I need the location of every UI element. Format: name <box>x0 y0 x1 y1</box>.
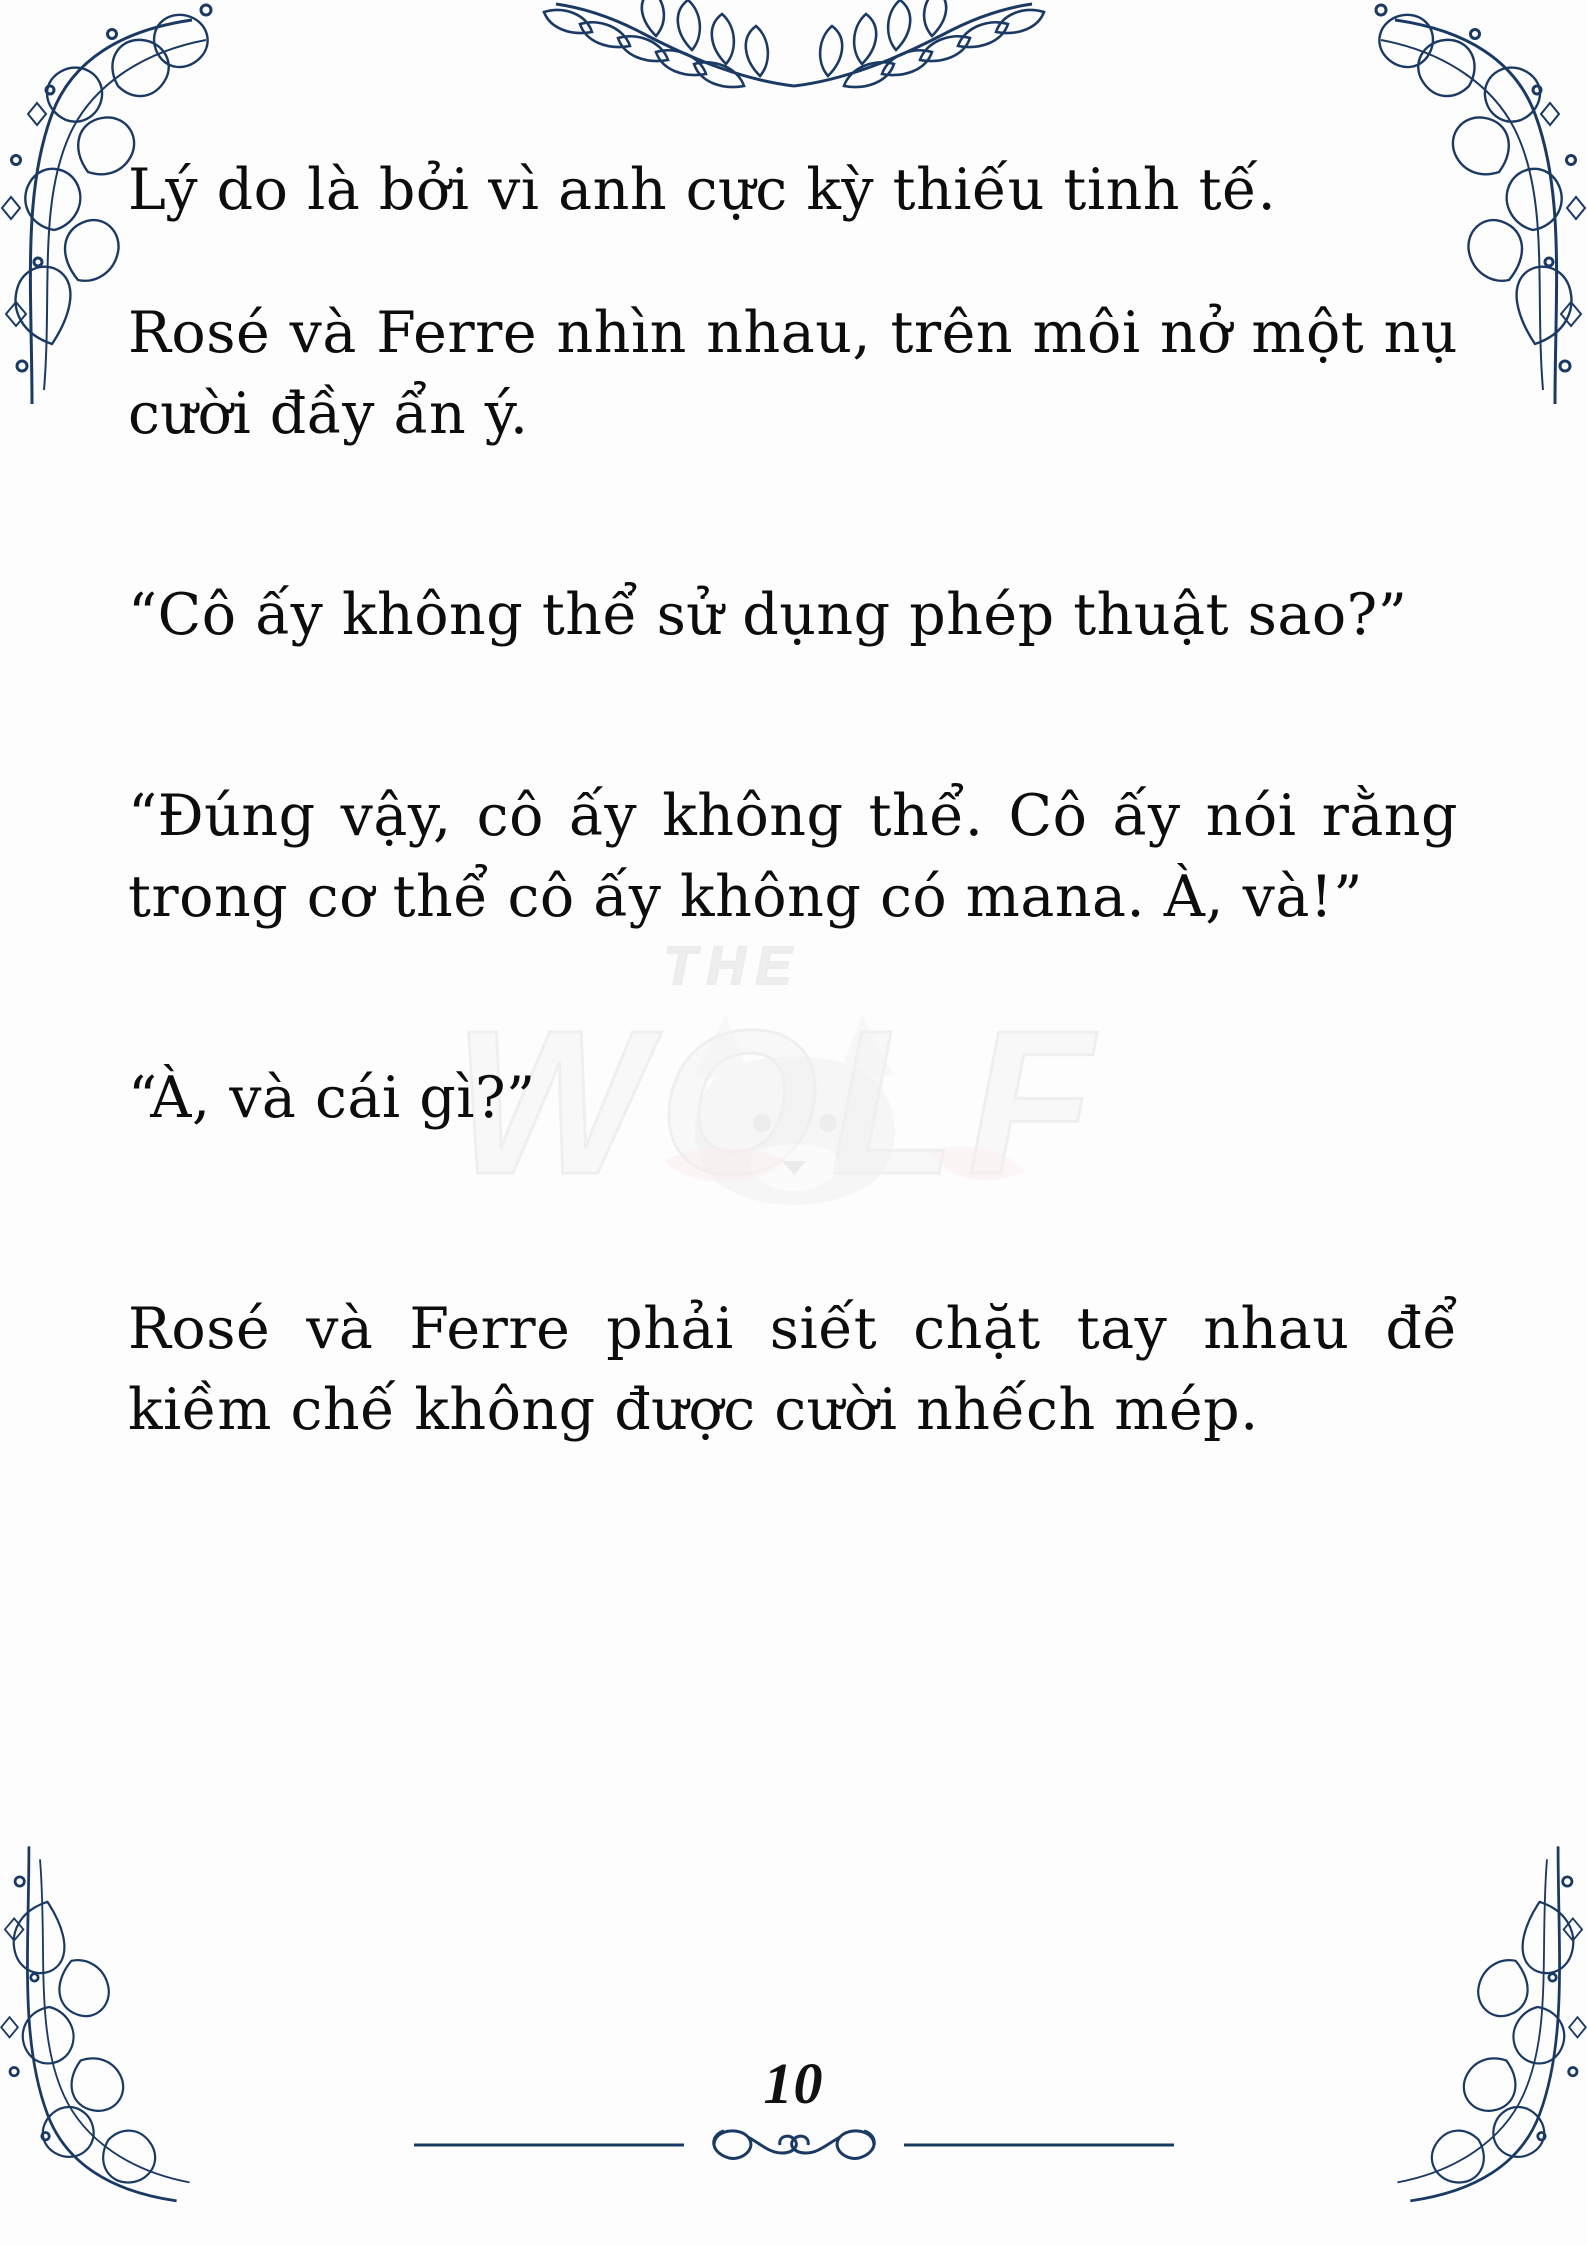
paragraph-1: Lý do là bởi vì anh cực kỳ thiếu tinh tế. <box>128 157 1277 223</box>
paragraph-6: Rosé và Ferre phải siết chặt tay nhau để kiềm chế không được cười nhếch mép. <box>128 1295 1458 1443</box>
corner-ornament-bottom-left <box>0 1821 232 2241</box>
paragraph-3: “Cô ấy không thể sử dụng phép thuật sao?” <box>128 581 1408 648</box>
paragraph-4: “Đúng vậy, cô ấy không thể. Cô ấy nói rằng trong cơ thể cô ấy không có mana. À, và!” <box>128 782 1458 930</box>
corner-ornament-bottom-right <box>1355 1821 1587 2241</box>
page-body <box>128 150 1458 1450</box>
paragraph-2: Rosé và Ferre nhìn nhau, trên môi nở một nụ cười đầy ẩn ý. <box>128 299 1458 447</box>
paragraph-5: “À, và cái gì?” <box>128 1064 536 1131</box>
watermark-line-1: THE <box>663 936 802 996</box>
watermark-line-2: WOLF <box>453 988 1105 1217</box>
footer-flourish <box>414 2123 1174 2167</box>
page-number: 10 <box>763 2051 824 2116</box>
laurel-ornament-top <box>444 0 1144 110</box>
